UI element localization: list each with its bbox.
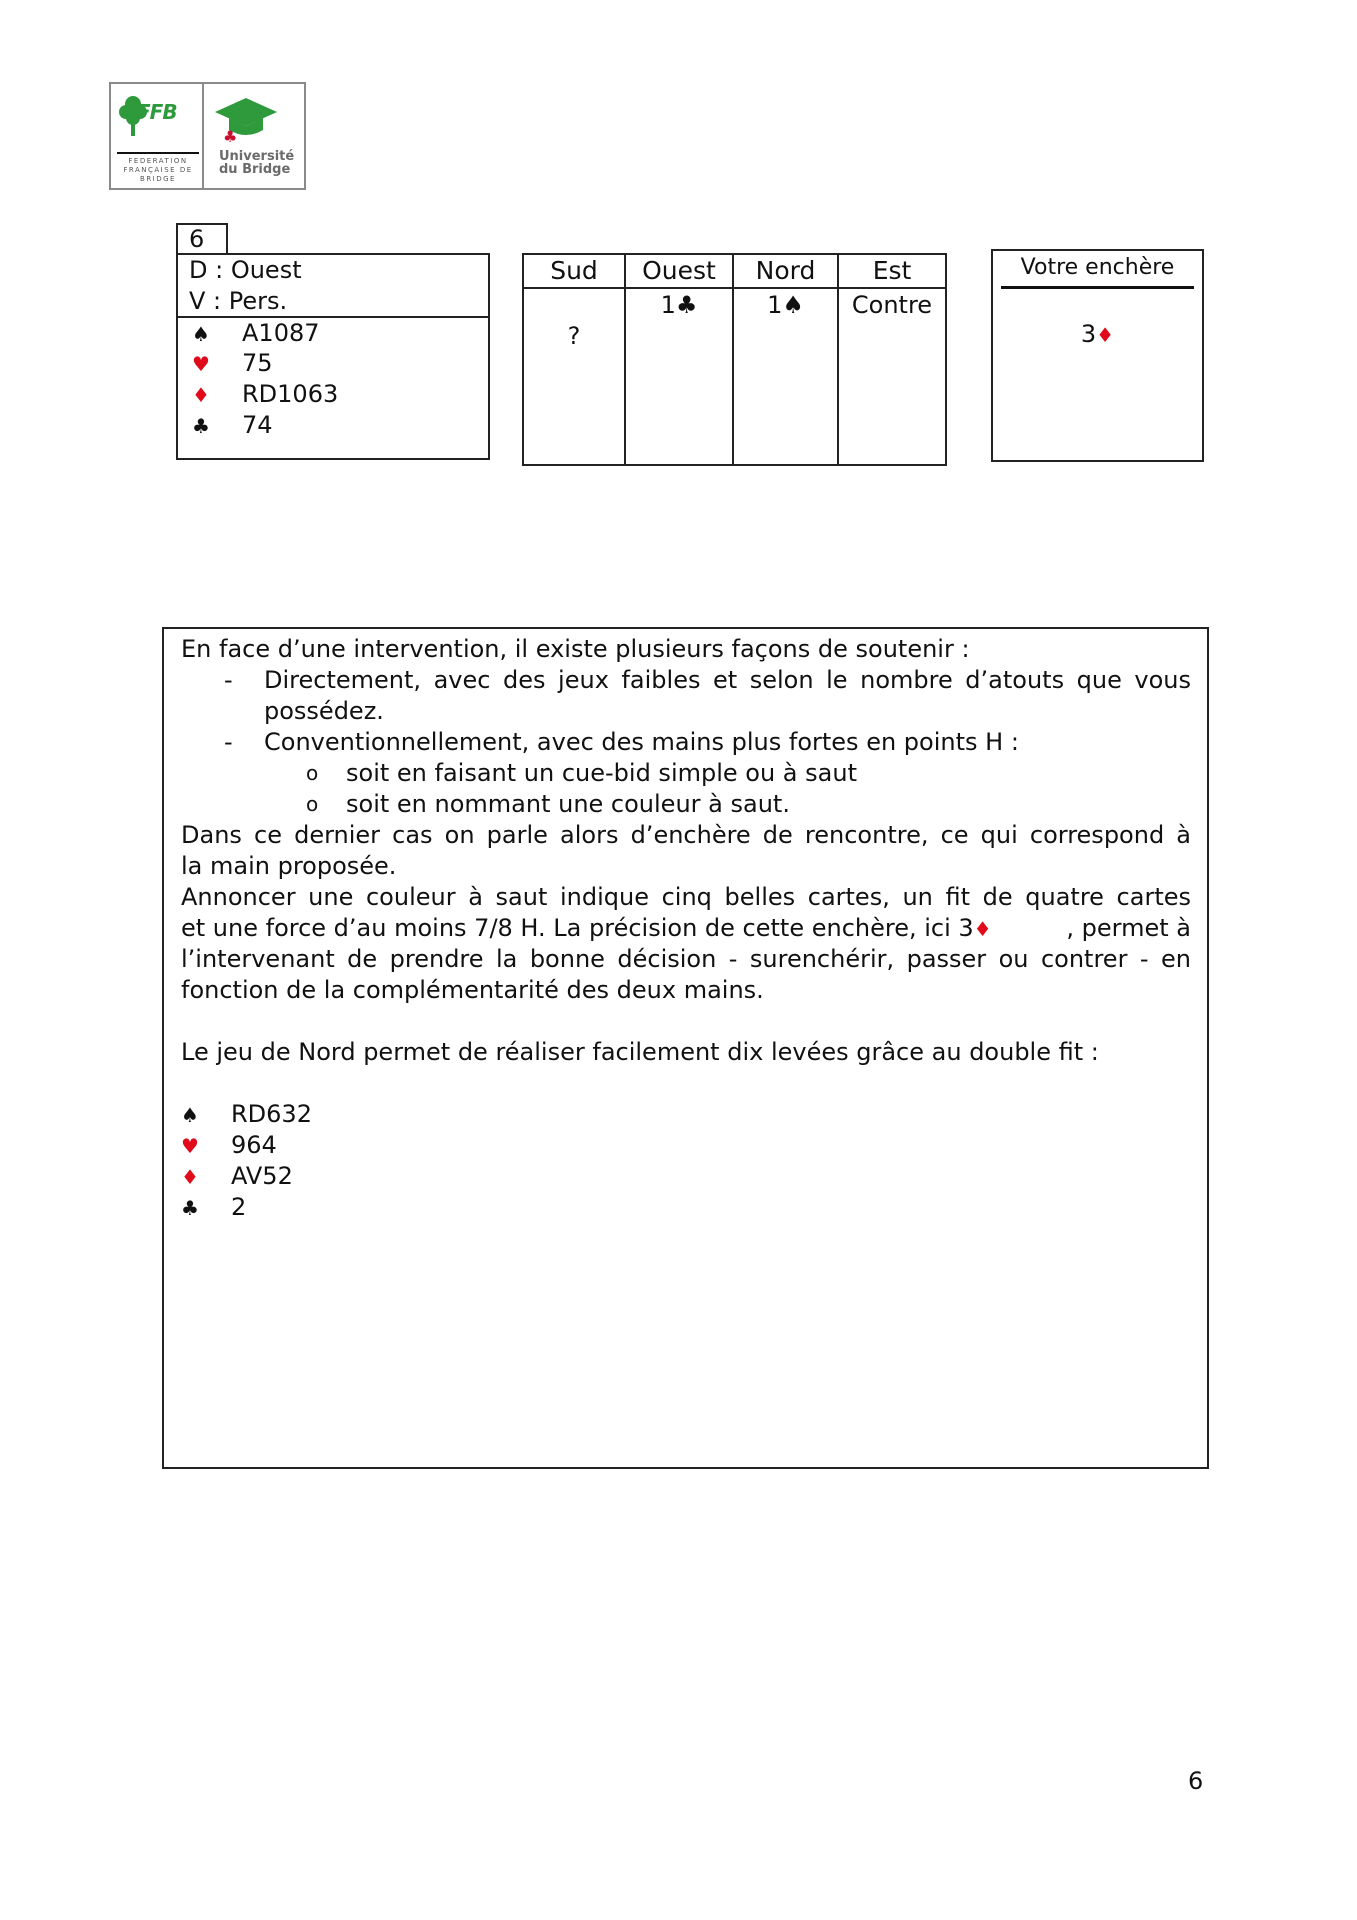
bullet1-line2: possédez. [264, 697, 384, 725]
bid-nord-1-text: 1♠ [767, 291, 804, 319]
dash-bullet: - [224, 728, 233, 756]
bidding-table [522, 253, 947, 466]
paragraph3-line2 [181, 913, 1191, 945]
explanation-box [162, 627, 1209, 1469]
answer-title: Votre enchère [1020, 255, 1175, 280]
bid-est-1: Contre [851, 291, 933, 319]
circle-bullet: o [306, 792, 319, 816]
universite-text [219, 150, 294, 176]
bidding-header-sud: Sud [550, 256, 598, 285]
circle-bullet: o [306, 761, 319, 785]
north-hand-row-diamonds [181, 1161, 293, 1192]
club-icon: ♣ [192, 414, 210, 438]
paragraph3-line2-text: et une force d’au moins 7/8 H. La précision de cette enchère, ici 3 [181, 914, 974, 942]
svg-text:♣: ♣ [223, 127, 238, 144]
answer-underline [1001, 286, 1194, 289]
sub-bullet2-text: soit en nommant une couleur à saut. [346, 790, 790, 818]
north-cards-clubs: 2 [231, 1193, 247, 1221]
answer-level: 3 [1080, 320, 1097, 348]
paragraph2-line2: la main proposée. [181, 852, 397, 880]
diamond-icon: ♦ [973, 917, 992, 941]
hand-row-hearts [192, 348, 273, 379]
paragraph4: Le jeu de Nord permet de réaliser facilement dix levées grâce au double fit : [181, 1038, 1099, 1066]
dash-bullet: - [224, 666, 233, 694]
north-hand-row-hearts [181, 1130, 277, 1161]
answer-box [991, 249, 1204, 462]
bullet1-line1: Directement, avec des jeux faibles et selon le nombre d’atouts que vous [264, 666, 1191, 694]
north-cards-hearts: 964 [231, 1131, 277, 1159]
answer-value [993, 319, 1202, 350]
deal-panel [176, 253, 490, 460]
spade-icon: ♠ [181, 1103, 199, 1127]
bullet2-text: Conventionnellement, avec des mains plus fortes en points H : [264, 728, 1019, 756]
federation-text: FEDERATION FRANÇAISE DE BRIDGE [117, 152, 199, 184]
paragraph3-line2-part1 [181, 913, 992, 945]
dealer-line: D : Ouest [189, 256, 302, 284]
ffb-wordmark: FFB [137, 100, 177, 124]
paragraph3-line3: l’intervenant de prendre la bonne décision - surenchérir, passer ou contrer - en [181, 945, 1191, 973]
bid-ouest-1-text: 1♣ [660, 291, 698, 319]
spade-icon: ♠ [192, 322, 210, 346]
explanation-intro: En face d’une intervention, il existe plusieurs façons de soutenir : [181, 635, 970, 663]
vulnerability-line: V : Pers. [189, 287, 288, 315]
bidding-header-ouest: Ouest [642, 256, 716, 285]
paragraph3-line2-part2: , permet à [1066, 914, 1191, 942]
diamond-icon: ♦ [1096, 323, 1115, 347]
logo-divider [202, 84, 204, 188]
page-number: 6 [1188, 1767, 1204, 1795]
deal-number: 6 [176, 223, 228, 255]
bidding-header-est: Est [872, 256, 912, 285]
hand-cards-hearts: 75 [242, 349, 273, 377]
sub-bullet1-text: soit en faisant un cue-bid simple ou à saut [346, 759, 857, 787]
universite-line2: du Bridge [219, 162, 291, 177]
hand-cards-diamonds: RD1063 [242, 380, 339, 408]
paragraph3-line1: Annoncer une couleur à saut indique cinq belles cartes, un fit de quatre cartes [181, 883, 1191, 911]
bidding-header-nord: Nord [755, 256, 816, 285]
bid-nord-1 [734, 290, 837, 320]
paragraph3-line4: fonction de la complémentarité des deux mains. [181, 976, 764, 1004]
club-icon: ♣ [181, 1196, 199, 1220]
heart-icon: ♥ [181, 1134, 199, 1158]
ffb-logo [109, 82, 306, 190]
diamond-icon: ♦ [181, 1165, 199, 1189]
north-hand-row-clubs [181, 1192, 246, 1223]
hand-row-diamonds [192, 379, 338, 410]
north-cards-spades: RD632 [231, 1100, 312, 1128]
diamond-icon: ♦ [192, 383, 210, 407]
hand-cards-spades: A1087 [242, 319, 320, 347]
hand-row-spades [192, 318, 320, 349]
north-cards-diamonds: AV52 [231, 1162, 293, 1190]
bid-sud-2: ? [567, 322, 581, 350]
bid-ouest-1 [626, 290, 732, 320]
bidding-header-separator [524, 287, 945, 289]
hand-cards-clubs: 74 [242, 411, 273, 439]
universite-line1: Université [219, 149, 295, 164]
north-hand-row-spades [181, 1099, 312, 1130]
graduation-cap-icon [211, 96, 281, 144]
hand-row-clubs [192, 410, 273, 441]
heart-icon: ♥ [192, 352, 210, 376]
paragraph2-line1: Dans ce dernier cas on parle alors d’enchère de rencontre, ce qui correspond à [181, 821, 1191, 849]
